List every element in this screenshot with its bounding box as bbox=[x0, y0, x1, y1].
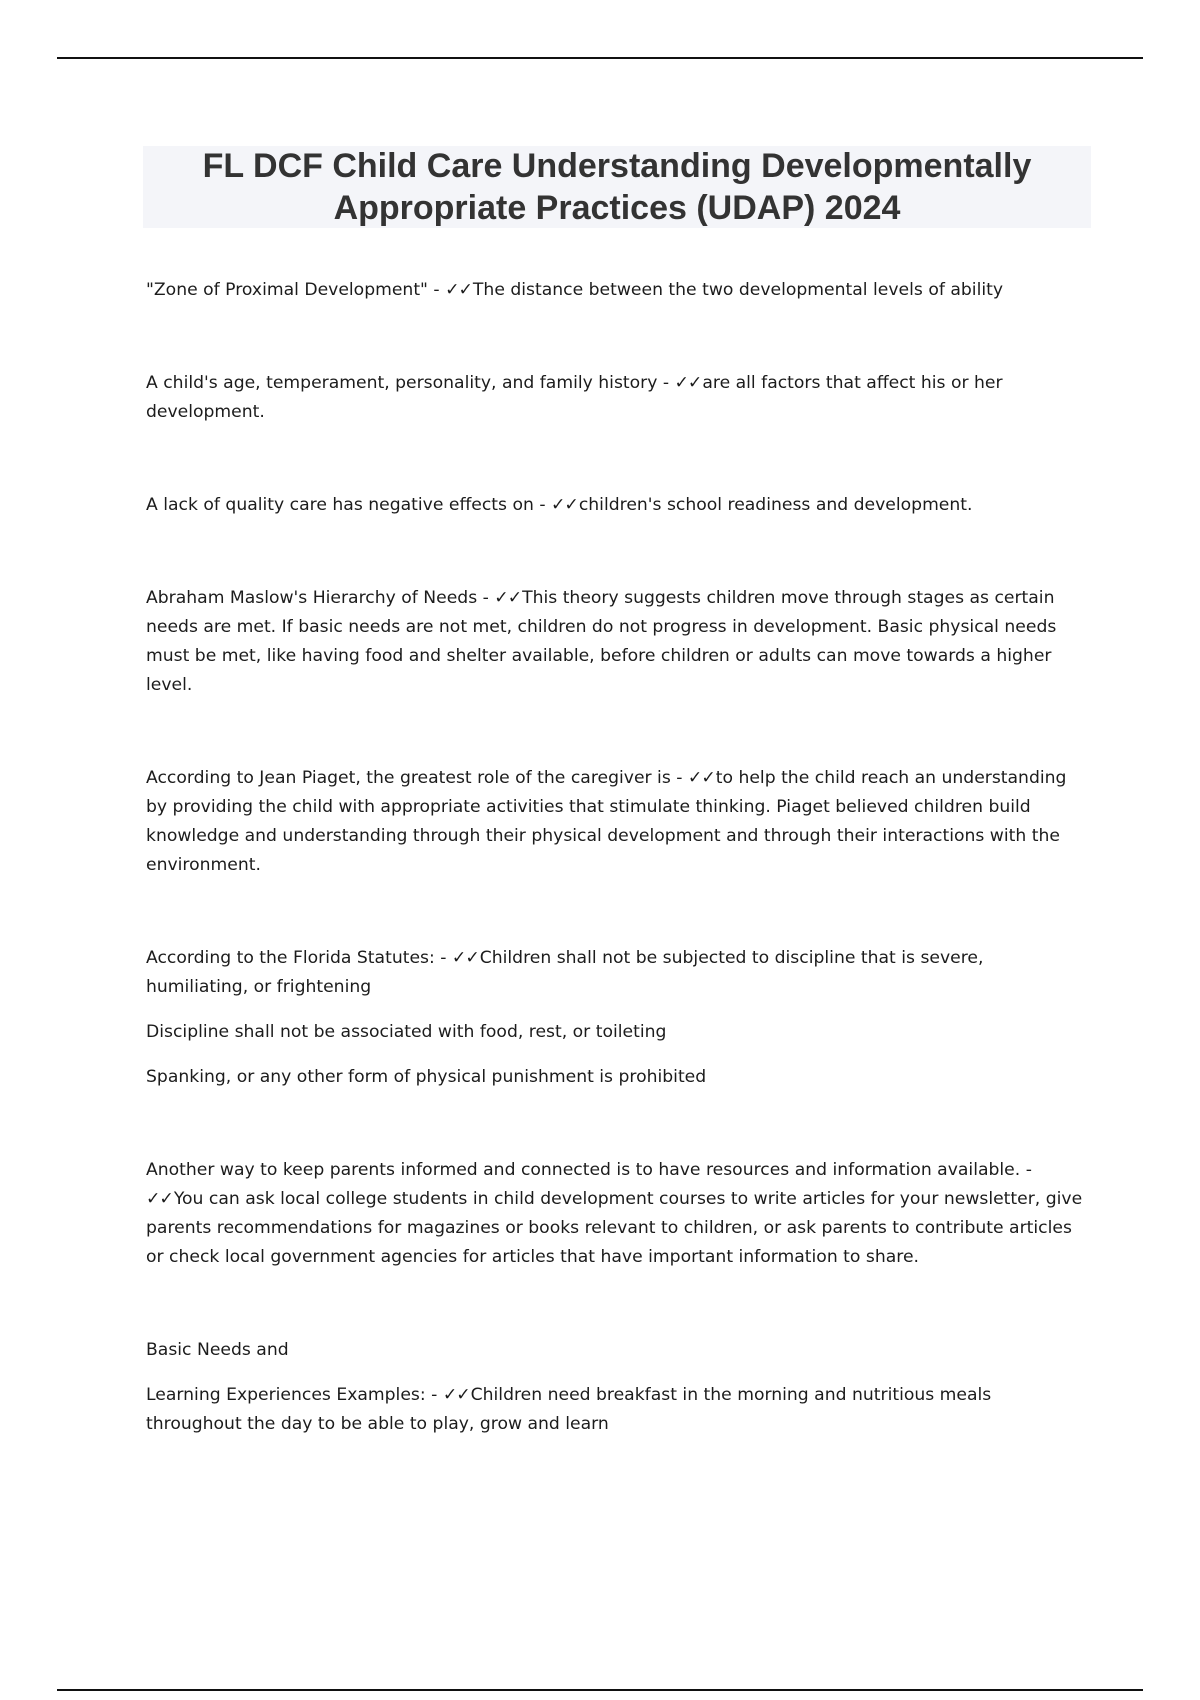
checkmark-icon: ✓✓ bbox=[451, 948, 479, 968]
checkmark-icon: ✓✓ bbox=[494, 588, 522, 608]
entry-term: A child's age, temperament, personality, and family history bbox=[146, 373, 658, 393]
document-title bbox=[143, 146, 1091, 228]
checkmark-icon: ✓✓ bbox=[551, 495, 578, 515]
entry-separator: - bbox=[657, 373, 675, 393]
flashcard-entry bbox=[146, 1156, 1086, 1272]
entry-separator: - bbox=[477, 588, 495, 608]
entry-separator: - bbox=[533, 495, 552, 515]
entry-term: Abraham Maslow's Hierarchy of Needs bbox=[146, 588, 478, 608]
checkmark-icon: ✓✓ bbox=[442, 1385, 470, 1405]
entry-term: A lack of quality care has negative effects on bbox=[146, 495, 534, 515]
entry-term: Another way to keep parents informed and connected is to have resources and information available. bbox=[146, 1160, 1021, 1180]
title-line-1: FL DCF Child Care Understanding Developmentally bbox=[202, 147, 1032, 185]
entry-separator: - bbox=[670, 768, 688, 788]
entry-separator: - bbox=[1020, 1160, 1032, 1180]
flashcard-entry bbox=[146, 584, 1086, 700]
entry-definition: This theory suggests children move through stages as certain needs are met. If basic needs are not met, children do not progress in development. Basic physical needs must be met, like having food and shelter available, before children or adults can move towards a higher level. bbox=[146, 588, 1057, 695]
flashcard-entry bbox=[146, 944, 1086, 1092]
entry-separator: - bbox=[434, 948, 452, 968]
entry-pre-line: Basic Needs and bbox=[146, 1340, 289, 1360]
flashcard-list bbox=[146, 276, 1086, 1439]
entry-definition: You can ask local college students in child development courses to write articles for your newsletter, give parents recommendations for magazines or books relevant to children, or ask parents to contribute articles or check local government agencies for articles that have important information to share. bbox=[146, 1189, 1083, 1267]
checkmark-icon: ✓✓ bbox=[674, 373, 702, 393]
flashcard-entry bbox=[146, 1336, 1086, 1439]
checkmark-icon: ✓✓ bbox=[146, 1189, 173, 1209]
entry-definition: are all factors that affect his or her development. bbox=[146, 373, 1003, 422]
flashcard-entry bbox=[146, 369, 1086, 427]
entry-term: According to Jean Piaget, the greatest role of the caregiver is bbox=[146, 768, 671, 788]
bottom-rule bbox=[57, 1689, 1143, 1691]
entry-definition: Children shall not be subjected to discipline that is severe, humiliating, or frightening bbox=[146, 948, 984, 997]
checkmark-icon: ✓✓ bbox=[687, 768, 715, 788]
entry-definition: children's school readiness and development. bbox=[578, 495, 973, 515]
top-rule bbox=[57, 57, 1143, 59]
entry-extra-line: Discipline shall not be associated with food, rest, or toileting bbox=[146, 1022, 667, 1042]
flashcard-entry bbox=[146, 276, 1086, 305]
flashcard-entry bbox=[146, 491, 1086, 520]
title-line-2: Appropriate Practices (UDAP) 2024 bbox=[333, 189, 901, 227]
entry-definition: to help the child reach an understanding by providing the child with appropriate activities that stimulate thinking. Piaget believed children build knowledge and understanding through their physical development and through their interactions with the environment. bbox=[146, 768, 1067, 875]
flashcard-entry bbox=[146, 764, 1086, 880]
entry-definition: The distance between the two developmental levels of ability bbox=[472, 280, 1004, 300]
entry-term: Learning Experiences Examples: bbox=[146, 1385, 426, 1405]
entry-definition: Children need breakfast in the morning and nutritious meals throughout the day to be able to play, grow and learn bbox=[146, 1385, 992, 1434]
entry-term: According to the Florida Statutes: bbox=[146, 948, 435, 968]
entry-term: "Zone of Proximal Development" bbox=[146, 280, 428, 300]
checkmark-icon: ✓✓ bbox=[445, 280, 472, 300]
entry-separator: - bbox=[425, 1385, 443, 1405]
entry-extra-line: Spanking, or any other form of physical punishment is prohibited bbox=[146, 1067, 707, 1087]
entry-separator: - bbox=[427, 280, 446, 300]
